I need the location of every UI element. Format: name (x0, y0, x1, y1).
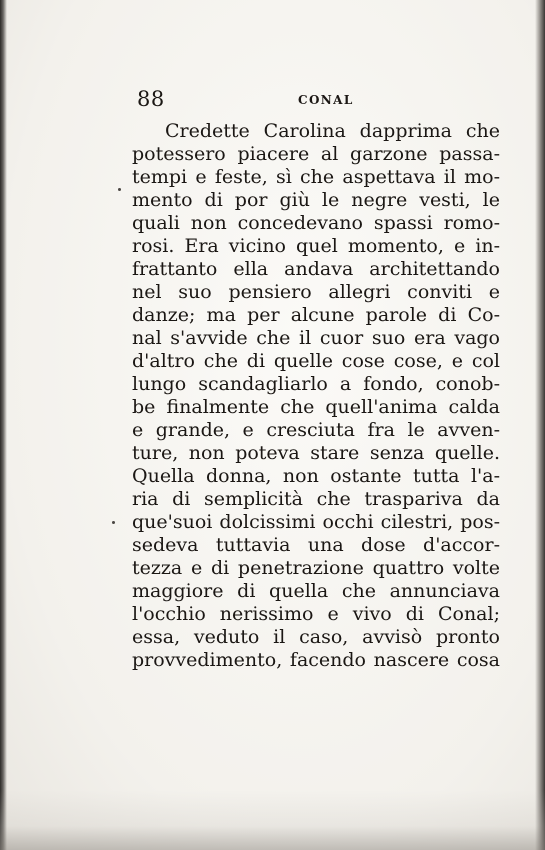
text-line: mento di por giù le negre vesti, le (132, 189, 500, 211)
text-line: Credette Carolina dapprima che (165, 120, 500, 142)
text-line: be finalmente che quell'anima calda (132, 396, 500, 418)
text-line: frattanto ella andava architettando (132, 258, 500, 280)
text-line: provvedimento, facendo nascere cosa (132, 649, 500, 671)
text-line: potessero piacere al garzone passa- (132, 143, 500, 165)
text-line: l'occhio nerissimo e vivo di Conal; (132, 603, 500, 625)
text-line: Quella donna, non ostante tutta l'a- (132, 465, 500, 487)
text-line: danze; ma per alcune parole di Co- (132, 304, 500, 326)
text-line: tempi e feste, sì che aspettava il mo- (132, 166, 500, 188)
running-head: CONAL (298, 93, 354, 107)
text-line: d'altro che di quelle cose cose, e col (132, 350, 500, 372)
page-number: 88 (137, 87, 165, 111)
text-line: maggiore di quella che annunciava (132, 580, 500, 602)
text-line: quali non concedevano spassi romo- (132, 212, 500, 234)
text-line: que'suoi dolcissimi occhi cilestri, pos- (132, 511, 500, 533)
text-line: essa, veduto il caso, avvisò pronto (132, 626, 500, 648)
text-line: nal s'avvide che il cuor suo era vago (132, 327, 500, 349)
text-line: rosi. Era vicino quel momento, e in- (132, 235, 500, 257)
text-line: sedeva tuttavia una dose d'accor- (132, 534, 500, 556)
text-line: ture, non poteva stare senza quelle. (132, 442, 500, 464)
text-line: e grande, e cresciuta fra le avven- (132, 419, 500, 441)
text-line: lungo scandagliarlo a fondo, conob- (132, 373, 500, 395)
text-line: ria di semplicità che traspariva da (132, 488, 500, 510)
text-line: nel suo pensiero allegri conviti e (132, 281, 500, 303)
text-line: tezza e di penetrazione quattro volte (132, 557, 500, 579)
